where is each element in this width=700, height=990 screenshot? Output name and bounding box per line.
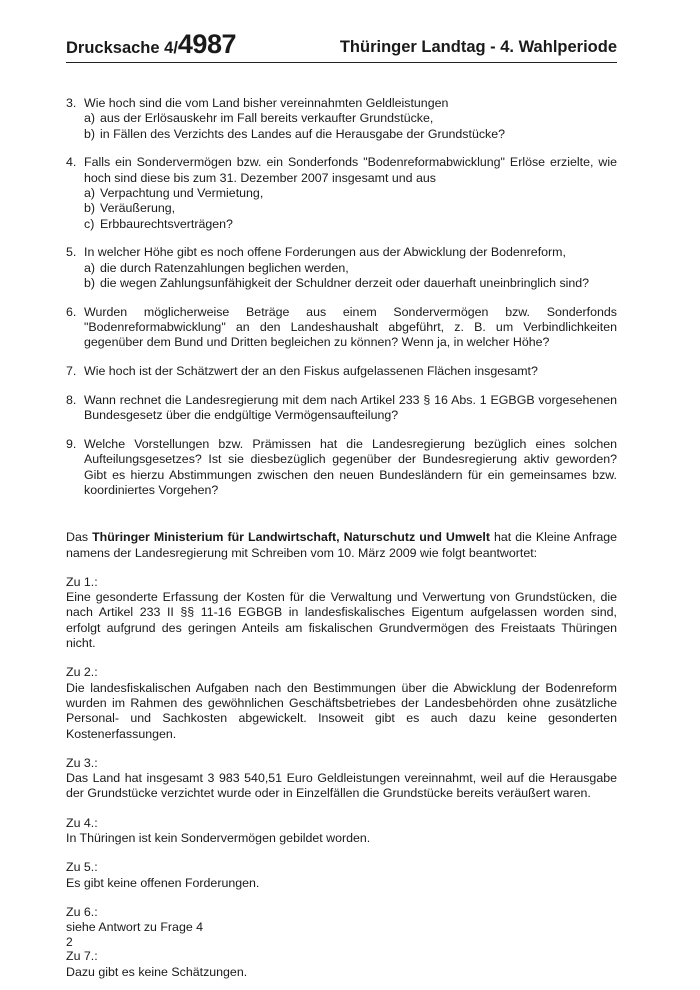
question-number: 3. [66, 96, 77, 110]
question-list [66, 96, 617, 498]
question-number: 4. [66, 155, 77, 170]
document-number: 4987 [177, 29, 236, 59]
question-number: 6. [66, 304, 77, 319]
parliament-title: Thüringer Landtag - 4. Wahlperiode [339, 38, 617, 56]
intro-prefix: Das [66, 530, 93, 545]
question-text: In welcher Höhe gibt es noch offene Forderungen aus der Abwicklung der Bodenreform, [84, 245, 566, 260]
question-item [66, 437, 617, 498]
ministry-name: Thüringer Ministerium für Landwirtschaft, Naturschutz und Umwelt [92, 530, 490, 545]
answer-block [66, 860, 617, 891]
sub-question [84, 261, 617, 276]
sub-question [84, 127, 617, 142]
sub-question-label: b) [84, 201, 96, 216]
question-item [66, 364, 617, 379]
question-item [66, 96, 617, 142]
answer-heading: Zu 2.: [66, 665, 98, 680]
answer-block [66, 665, 617, 741]
sub-question-text: Veräußerung, [100, 201, 176, 216]
sub-question-text: Erbbaurechtsverträgen? [100, 216, 233, 231]
sub-question-label: b) [84, 275, 96, 290]
intro-suffix: hat die Kleine Anfrage namens der Landesregierung mit Schreiben vom 10. März 2009 wie folgt beantwortet: [66, 530, 617, 560]
sub-question-text: in Fällen des Verzichts des Landes auf die Herausgabe der Grundstücke? [100, 126, 506, 141]
answer-text: Die landesfiskalischen Aufgaben nach den Bestimmungen über die Abwicklung der Bodenreform wurden im Rahmen des gewöhnlichen Geschäftsbetriebes der Landesbehörden ohne zusätzliche Personal- und Sachkosten abgewickelt. Insoweit gibt es auch dazu keine gesonderten Kostenerfassungen. [66, 680, 617, 741]
sub-question-text: Verpachtung und Vermietung, [100, 185, 264, 200]
question-item [66, 305, 617, 351]
sub-question-text: die wegen Zahlungsunfähigkeit der Schuldner derzeit oder dauerhaft uneinbringlich sind? [100, 275, 590, 290]
document-label: Drucksache 4/ [66, 39, 178, 57]
sub-question-text: die durch Ratenzahlungen beglichen werden, [100, 260, 349, 275]
answer-text: Das Land hat insgesamt 3 983 540,51 Euro Geldleistungen vereinnahmt, weil auf die Herausgabe der Grundstücke verzichtet wurde oder in Einzelfällen die Grundstücke bereits veräußert waren. [66, 771, 617, 801]
question-text: Wie hoch ist der Schätzwert der an den Fiskus aufgelassenen Flächen insgesamt? [84, 364, 538, 379]
question-item [66, 245, 617, 291]
answer-text: Dazu gibt es keine Schätzungen. [66, 964, 248, 979]
answer-block [66, 949, 617, 980]
answer-heading: Zu 1.: [66, 574, 98, 589]
answer-block [66, 905, 617, 936]
answer-heading: Zu 5.: [66, 860, 98, 875]
question-number: 8. [66, 392, 77, 407]
answer-heading: Zu 3.: [66, 755, 98, 770]
question-text: Wie hoch sind die vom Land bisher vereinnahmten Geldleistungen [84, 96, 449, 110]
sub-question-label: a) [84, 260, 96, 275]
sub-question-text: aus der Erlösauskehr im Fall bereits verkaufter Grundstücke, [100, 111, 434, 126]
answer-heading: Zu 7.: [66, 949, 98, 964]
question-number: 7. [66, 364, 77, 379]
sub-question [84, 201, 617, 216]
question-text: Wurden möglicherweise Beträge aus einem Sondervermögen bzw. Sonderfonds "Bodenreformabwicklung" an den Landeshaushalt abgeführt, z. B. um Verbindlichkeiten gegenüber dem Bund und Dritten begleichen zu können? Wenn ja, in welcher Höhe? [84, 304, 617, 350]
answer-heading: Zu 6.: [66, 904, 98, 919]
answer-text: Eine gesonderte Erfassung der Kosten für die Verwaltung und Verwertung von Grundstücken, die nach Artikel 233 II §§ 11-16 EGBGB in landesfiskalisches Eigentum aufgelassen worden sind, erfolgt aufgrund des geringen Anteils am fiskalischen Grundvermögen des Freistaats Thüringen nicht. [66, 590, 617, 651]
document-id [66, 29, 236, 60]
sub-question-label: a) [84, 111, 96, 126]
sub-question [84, 186, 617, 201]
answer-text: In Thüringen ist kein Sondervermögen gebildet worden. [66, 830, 371, 845]
sub-question [84, 111, 617, 126]
sub-question-label: b) [84, 126, 96, 141]
question-number: 5. [66, 245, 77, 260]
page-header [66, 30, 617, 63]
question-text: Welche Vorstellungen bzw. Prämissen hat die Landesregierung bezüglich eines solchen Aufteilungsgesetzes? Ist sie diesbezüglich gegenüber der Bundesregierung aktiv geworden? Gibt es hierzu Abstimmungen zwischen den neuen Bundesländern für ein gemeinsames bzw. koordiniertes Vorgehen? [84, 437, 617, 497]
answer-block [66, 816, 617, 847]
question-number: 9. [66, 437, 77, 452]
answer-text: siehe Antwort zu Frage 4 [66, 920, 204, 935]
question-item [66, 393, 617, 424]
document-body [66, 96, 617, 980]
response-intro [66, 530, 617, 561]
answer-block [66, 756, 617, 802]
answer-text: Es gibt keine offenen Forderungen. [66, 875, 260, 890]
question-item [66, 155, 617, 231]
sub-question-label: c) [84, 216, 95, 231]
sub-question [84, 217, 617, 232]
answer-block [66, 575, 617, 651]
answer-list [66, 575, 617, 980]
sub-question-label: a) [84, 185, 96, 200]
question-text: Wann rechnet die Landesregierung mit dem nach Artikel 233 § 16 Abs. 1 EGBGB vorgesehenen Bundesgesetz über die endgültige Vermögensaufteilung? [84, 392, 617, 423]
sub-question [84, 276, 617, 291]
page-number: 2 [66, 935, 73, 949]
answer-heading: Zu 4.: [66, 815, 98, 830]
question-text: Falls ein Sondervermögen bzw. ein Sonderfonds "Bodenreformabwicklung" Erlöse erzielte, wie hoch sind diese bis zum 31. Dezember 2007 insgesamt und aus [84, 155, 617, 185]
